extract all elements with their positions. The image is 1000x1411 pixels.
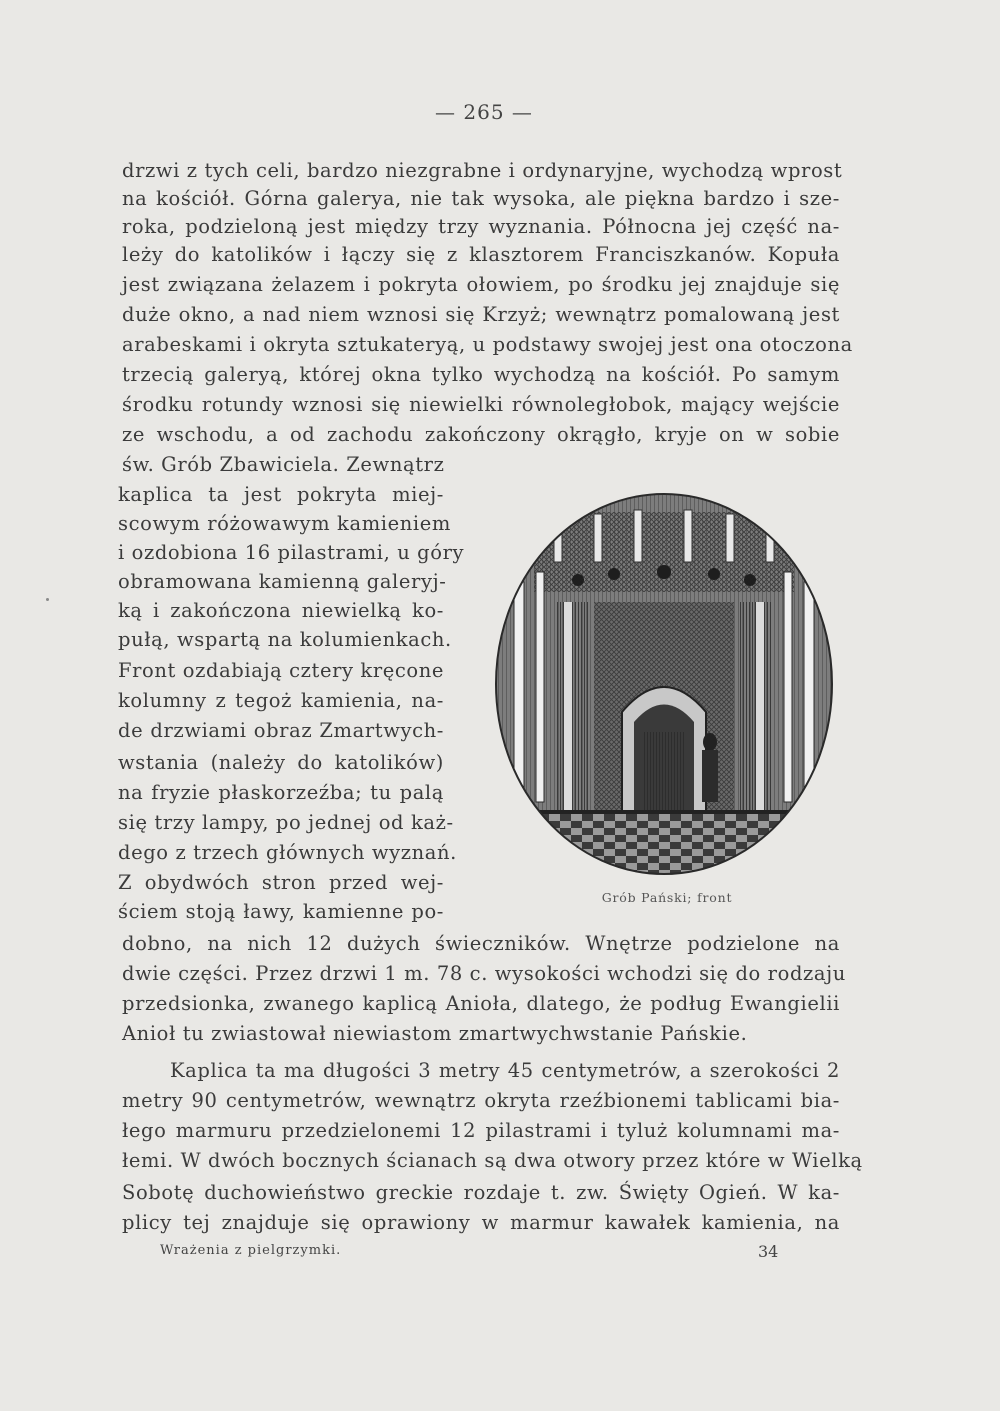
- body-line: drzwi z tych celi, bardzo niezgrabne i ordynaryjne, wychodzą wprost: [122, 159, 843, 182]
- body-line: trzecią galeryą, której okna tylko wychodzą na kościół. Po samym: [122, 363, 840, 386]
- body-line: leży do katolików i łączy się z klasztorem Franciszkanów. Kopuła: [122, 243, 840, 266]
- body-line: ze wschodu, a od zachodu zakończony okrągło, kryje on w sobie: [122, 423, 840, 446]
- body-line: Anioł tu zwiastował niewiastom zmartwychwstanie Pańskie.: [122, 1022, 748, 1045]
- side-line: obramowana kamienną galeryj-: [118, 570, 447, 593]
- side-line: i ozdobiona 16 pilastrami, u góry: [118, 541, 465, 564]
- side-line: ściem stoją ławy, kamienne po-: [118, 900, 444, 923]
- footer-signature-mark: 34: [758, 1242, 779, 1261]
- side-line: na fryzie płaskorzeźba; tu palą: [118, 781, 444, 804]
- side-line: pułą, wspartą na kolumienkach.: [118, 628, 452, 651]
- body-line: jest związana żelazem i pokryta ołowiem, po środku jej znajduje się: [122, 273, 840, 296]
- side-line: scowym różowawym kamieniem: [118, 512, 451, 535]
- side-line: się trzy lampy, po jednej od każ-: [118, 811, 454, 834]
- side-line: dego z trzech głównych wyznań.: [118, 841, 457, 864]
- paper-speck: [46, 598, 49, 601]
- side-line: Front ozdabiają cztery kręcone: [118, 659, 445, 682]
- side-line: kolumny z tegoż kamienia, na-: [118, 689, 444, 712]
- side-line: wstania (należy do katolików): [118, 751, 444, 774]
- paragraph-line: Sobotę duchowieństwo greckie rozdaje t. zw. Święty Ogień. W ka-: [122, 1181, 840, 1204]
- paragraph-line: plicy tej znajduje się oprawiony w marmur kawałek kamienia, na: [122, 1211, 840, 1234]
- body-line: duże okno, a nad niem wznosi się Krzyż; wewnątrz pomalowaną jest: [122, 303, 840, 326]
- paragraph-line: łego marmuru przedzielonemi 12 pilastrami i tyluż kolumnami ma-: [122, 1119, 840, 1142]
- body-line: dobno, na nich 12 dużych świeczników. Wnętrze podzielone na: [122, 932, 840, 955]
- figure-caption: Grób Pański; front: [601, 890, 733, 905]
- body-line: środku rotundy wznosi się niewielki równoległobok, mający wejście: [122, 393, 840, 416]
- body-line: św. Grób Zbawiciela. Zewnątrz: [122, 453, 445, 476]
- paragraph-line: metry 90 centymetrów, wewnątrz okryta rzeźbionemi tablicami bia-: [122, 1089, 840, 1112]
- footer-book-title: Wrażenia z pielgrzymki.: [160, 1243, 342, 1258]
- side-line: ką i zakończona niewielką ko-: [118, 599, 444, 622]
- body-line: arabeskami i okryta sztukateryą, u podstawy swojej jest ona otoczona: [122, 333, 853, 356]
- side-line: Z obydwóch stron przed wej-: [118, 871, 444, 894]
- body-line: przedsionka, zwanego kaplicą Anioła, dlatego, że podług Ewangielii: [122, 992, 840, 1015]
- paragraph-line: łemi. W dwóch bocznych ścianach są dwa otwory przez które w Wielką: [122, 1149, 863, 1172]
- page-number: — 265 —: [435, 100, 533, 124]
- body-line: roka, podzieloną jest między trzy wyznania. Północna jej część na-: [122, 215, 840, 238]
- body-line: na kościół. Górna galerya, nie tak wysoka, ale piękna bardzo i sze-: [122, 187, 840, 210]
- holy-sepulchre-engraving: [494, 492, 834, 876]
- engraving-illustration: [494, 492, 834, 876]
- body-line: dwie części. Przez drzwi 1 m. 78 c. wysokości wchodzi się do rodzaju: [122, 962, 846, 985]
- side-line: de drzwiami obraz Zmartwych-: [118, 719, 444, 742]
- paragraph-line: Kaplica ta ma długości 3 metry 45 centymetrów, a szerokości 2: [170, 1059, 840, 1082]
- side-line: kaplica ta jest pokryta miej-: [118, 483, 444, 506]
